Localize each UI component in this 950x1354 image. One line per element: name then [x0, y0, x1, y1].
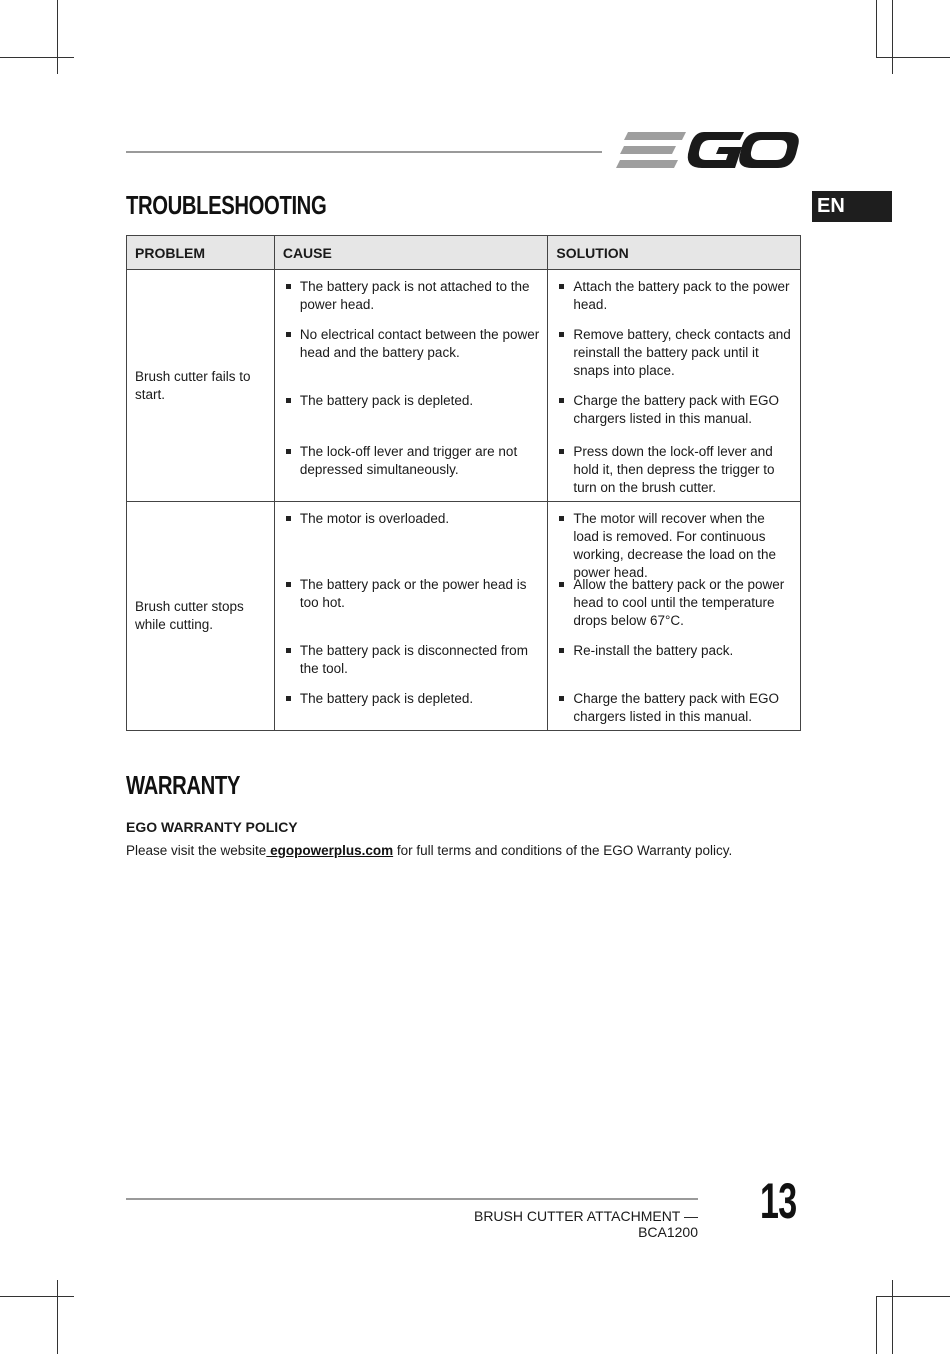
crop-mark — [892, 1280, 893, 1354]
solution-text: Charge the battery pack with EGO chargers listed in this manual. — [573, 393, 780, 426]
bullet-icon — [559, 332, 564, 337]
section-title: TROUBLESHOOTING — [126, 190, 327, 220]
solution-cell — [548, 270, 801, 502]
crop-mark — [0, 1296, 74, 1297]
footer-text: BRUSH CUTTER ATTACHMENT — BCA1200 — [473, 1208, 698, 1240]
page-number: 13 — [760, 1173, 797, 1229]
cause-text: The battery pack is not attached to the power head. — [299, 279, 530, 312]
list-item — [283, 690, 540, 708]
header-problem: PROBLEM — [127, 236, 275, 270]
list-item — [556, 443, 792, 497]
cause-text: The battery pack is disconnected from the tool. — [299, 643, 528, 676]
cause-text: The motor is overloaded. — [299, 511, 450, 526]
header-solution: SOLUTION — [548, 236, 801, 270]
warranty-text-after: for full terms and conditions of the EGO Warranty policy. — [393, 843, 733, 858]
crop-mark — [892, 0, 893, 74]
solution-text: Re-install the battery pack. — [573, 643, 734, 658]
troubleshooting-table — [126, 235, 801, 731]
cause-cell — [274, 502, 548, 731]
crop-mark — [57, 1280, 58, 1354]
table-header-row — [127, 236, 801, 270]
list-item — [283, 642, 540, 690]
crop-mark — [876, 1296, 877, 1354]
warranty-title: WARRANTY — [126, 770, 241, 800]
bullet-icon — [286, 696, 291, 701]
list-item — [556, 278, 792, 326]
list-item — [556, 392, 792, 443]
cause-text: The lock-off lever and trigger are not depressed simultaneously. — [299, 444, 518, 477]
list-item — [283, 576, 540, 642]
cause-cell — [274, 270, 548, 502]
warranty-text-before: Please visit the website — [126, 843, 267, 858]
solution-text: Press down the lock-off lever and hold it, then depress the trigger to turn on the brush cutter. — [573, 444, 775, 495]
solution-text: Charge the battery pack with EGO chargers listed in this manual. — [573, 691, 780, 724]
list-item — [283, 326, 540, 392]
bullet-icon — [559, 696, 564, 701]
bullet-icon — [286, 449, 291, 454]
language-tab: EN — [812, 191, 892, 222]
solution-text: The motor will recover when the load is removed. For continuous working, decrease the load on the power head. — [573, 511, 777, 580]
crop-mark — [876, 57, 950, 58]
list-item — [283, 278, 540, 326]
bullet-icon — [559, 284, 564, 289]
crop-mark — [0, 57, 74, 58]
list-item — [556, 510, 792, 580]
bullet-icon — [286, 284, 291, 289]
list-item — [556, 326, 792, 392]
solution-text: Attach the battery pack to the power head. — [573, 279, 790, 312]
cause-text: No electrical contact between the power head and the battery pack. — [299, 327, 540, 360]
solution-text: Remove battery, check contacts and reinstall the battery pack until it snaps into place. — [573, 327, 791, 378]
problem-cell: Brush cutter stops while cutting. — [127, 502, 275, 731]
solution-cell — [548, 502, 801, 731]
warranty-subtitle: EGO WARRANTY POLICY — [126, 819, 298, 835]
list-item — [283, 392, 540, 443]
warranty-text — [126, 843, 732, 858]
header-cause: CAUSE — [274, 236, 548, 270]
crop-mark — [57, 0, 58, 74]
warranty-link[interactable]: egopowerplus.com — [266, 843, 394, 858]
bullet-icon — [286, 398, 291, 403]
bullet-icon — [559, 648, 564, 653]
cause-text: The battery pack is depleted. — [299, 691, 474, 706]
solution-text: Allow the battery pack or the power head to cool until the temperature drops below 67°C. — [573, 577, 785, 628]
bullet-icon — [559, 398, 564, 403]
list-item — [556, 690, 792, 726]
list-item — [283, 443, 540, 479]
list-item — [283, 510, 540, 576]
table-row — [127, 502, 801, 731]
bullet-icon — [286, 516, 291, 521]
cause-text: The battery pack is depleted. — [299, 393, 474, 408]
list-item — [556, 642, 792, 690]
cause-text: The battery pack or the power head is too hot. — [299, 577, 527, 610]
header-rule — [126, 151, 602, 153]
bullet-icon — [286, 648, 291, 653]
table-row — [127, 270, 801, 502]
bullet-icon — [559, 582, 564, 587]
list-item — [556, 576, 792, 642]
ego-logo — [616, 128, 800, 172]
bullet-icon — [559, 516, 564, 521]
crop-mark — [876, 0, 877, 57]
bullet-icon — [286, 582, 291, 587]
problem-cell: Brush cutter fails to start. — [127, 270, 275, 502]
footer-rule — [126, 1198, 698, 1200]
bullet-icon — [286, 332, 291, 337]
bullet-icon — [559, 449, 564, 454]
crop-mark — [876, 1296, 950, 1297]
